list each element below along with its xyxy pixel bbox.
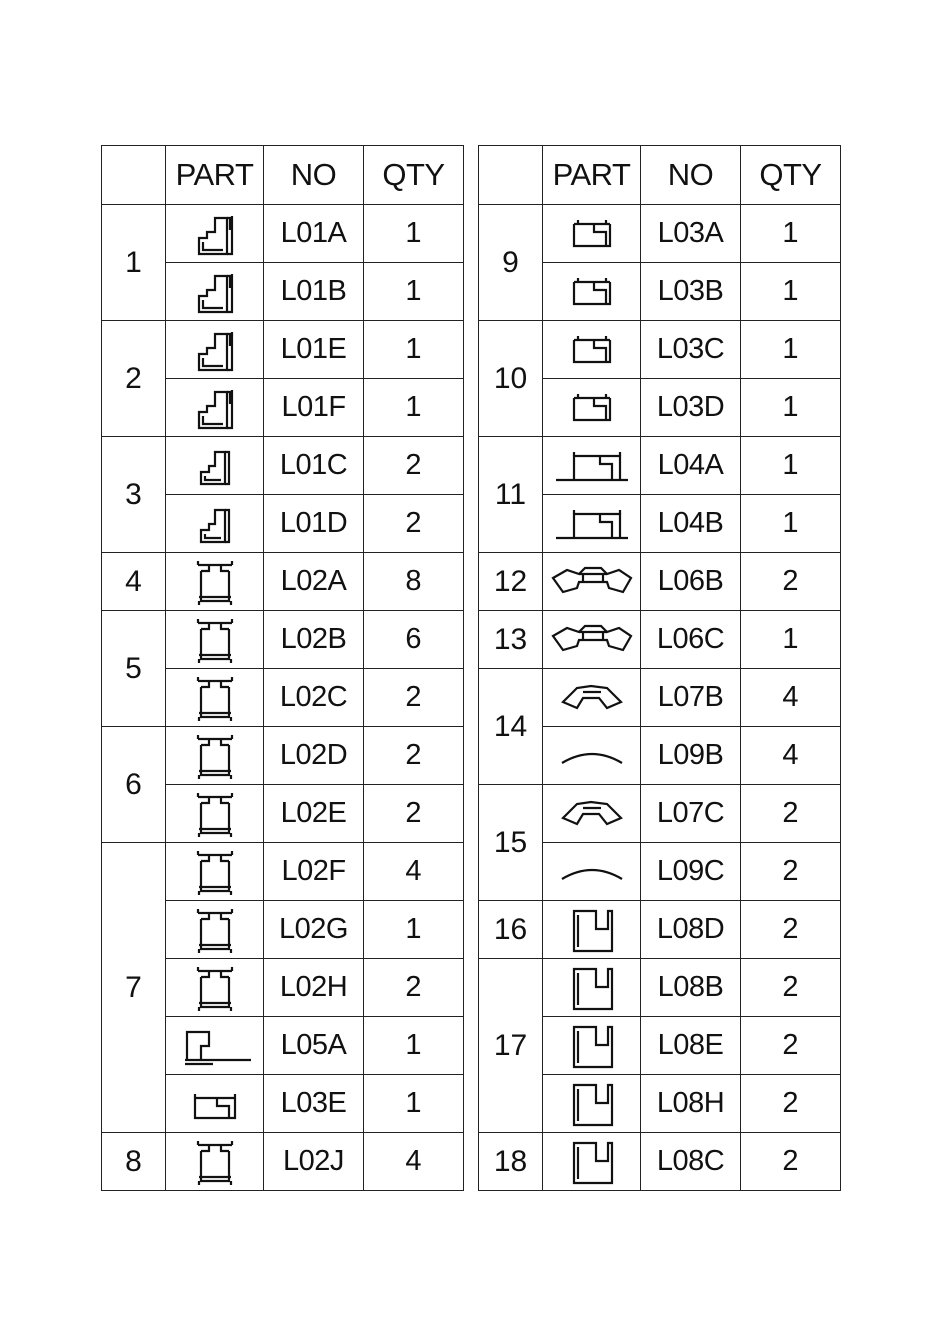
part-number: L09C xyxy=(641,843,741,901)
l02-profile-icon xyxy=(166,847,263,897)
part-cell xyxy=(166,727,264,785)
l06-profile-icon xyxy=(543,562,640,602)
table-row xyxy=(479,785,841,843)
part-number: L02H xyxy=(264,959,364,1017)
header-row xyxy=(479,146,841,205)
part-cell xyxy=(166,843,264,901)
part-number: L08E xyxy=(641,1017,741,1075)
l08-profile-icon xyxy=(543,1137,640,1187)
l02-profile-icon xyxy=(166,905,263,955)
header-part: PART xyxy=(543,146,641,205)
part-number: L08C xyxy=(641,1133,741,1191)
part-cell xyxy=(166,1133,264,1191)
part-quantity: 2 xyxy=(741,1133,841,1191)
part-number: L01E xyxy=(264,321,364,379)
l01-profile-icon xyxy=(166,210,263,258)
part-number: L01C xyxy=(264,437,364,495)
header-no: NO xyxy=(641,146,741,205)
table-row xyxy=(102,727,464,785)
part-cell xyxy=(543,785,641,843)
l07-profile-icon xyxy=(543,794,640,834)
part-cell xyxy=(166,321,264,379)
part-cell xyxy=(166,959,264,1017)
part-cell xyxy=(543,495,641,553)
part-number: L04A xyxy=(641,437,741,495)
part-number: L03D xyxy=(641,379,741,437)
header-row xyxy=(102,146,464,205)
part-cell xyxy=(543,959,641,1017)
part-quantity: 1 xyxy=(741,379,841,437)
l09-arc-icon xyxy=(543,741,640,771)
part-quantity: 2 xyxy=(741,901,841,959)
l02-profile-icon xyxy=(166,615,263,665)
part-quantity: 2 xyxy=(364,495,464,553)
part-cell xyxy=(166,901,264,959)
part-quantity: 1 xyxy=(364,901,464,959)
part-number: L01D xyxy=(264,495,364,553)
table-row xyxy=(102,205,464,263)
part-quantity: 1 xyxy=(364,1075,464,1133)
table-row xyxy=(102,611,464,669)
part-number: L08B xyxy=(641,959,741,1017)
part-quantity: 4 xyxy=(741,727,841,785)
header-part: PART xyxy=(166,146,264,205)
group-number: 16 xyxy=(479,901,543,959)
part-cell xyxy=(543,379,641,437)
group-number: 12 xyxy=(479,553,543,611)
header-qty: QTY xyxy=(364,146,464,205)
l02-profile-icon xyxy=(166,731,263,781)
l08-profile-icon xyxy=(543,963,640,1013)
group-number: 15 xyxy=(479,785,543,901)
part-cell xyxy=(166,205,264,263)
parts-table-right xyxy=(478,145,841,1191)
l01-small-profile-icon xyxy=(166,502,263,546)
l02-profile-icon xyxy=(166,673,263,723)
part-number: L03E xyxy=(264,1075,364,1133)
part-quantity: 4 xyxy=(364,1133,464,1191)
part-number: L02A xyxy=(264,553,364,611)
part-quantity: 2 xyxy=(741,959,841,1017)
part-number: L01A xyxy=(264,205,364,263)
l01-small-profile-icon xyxy=(166,444,263,488)
table-row xyxy=(102,437,464,495)
part-number: L08D xyxy=(641,901,741,959)
l06-profile-icon xyxy=(543,620,640,660)
l01-profile-icon xyxy=(166,384,263,432)
part-quantity: 2 xyxy=(741,1075,841,1133)
part-quantity: 1 xyxy=(741,263,841,321)
group-number: 3 xyxy=(102,437,166,553)
group-number: 9 xyxy=(479,205,543,321)
part-quantity: 1 xyxy=(741,437,841,495)
l05-profile-icon xyxy=(166,1024,263,1068)
part-cell xyxy=(543,263,641,321)
part-number: L03C xyxy=(641,321,741,379)
l03-profile-icon xyxy=(543,214,640,254)
group-number: 7 xyxy=(102,843,166,1133)
part-quantity: 1 xyxy=(364,263,464,321)
l04-profile-icon xyxy=(543,504,640,544)
group-number: 14 xyxy=(479,669,543,785)
l03-profile-icon xyxy=(543,388,640,428)
group-number: 2 xyxy=(102,321,166,437)
part-number: L02G xyxy=(264,901,364,959)
part-cell xyxy=(543,553,641,611)
table-row xyxy=(479,553,841,611)
group-number: 18 xyxy=(479,1133,543,1191)
l07-profile-icon xyxy=(543,678,640,718)
part-cell xyxy=(166,669,264,727)
part-number: L06B xyxy=(641,553,741,611)
group-number: 17 xyxy=(479,959,543,1133)
l03-flat-profile-icon xyxy=(166,1084,263,1124)
part-number: L02C xyxy=(264,669,364,727)
part-number: L02D xyxy=(264,727,364,785)
l02-profile-icon xyxy=(166,789,263,839)
part-quantity: 1 xyxy=(741,495,841,553)
l02-profile-icon xyxy=(166,963,263,1013)
part-cell xyxy=(543,901,641,959)
l08-profile-icon xyxy=(543,1079,640,1129)
part-number: L04B xyxy=(641,495,741,553)
part-cell xyxy=(166,495,264,553)
part-quantity: 2 xyxy=(364,669,464,727)
l04-profile-icon xyxy=(543,446,640,486)
part-cell xyxy=(543,321,641,379)
part-quantity: 2 xyxy=(741,843,841,901)
part-quantity: 2 xyxy=(364,785,464,843)
part-quantity: 1 xyxy=(741,321,841,379)
group-number: 5 xyxy=(102,611,166,727)
part-number: L07C xyxy=(641,785,741,843)
part-cell xyxy=(166,263,264,321)
header-qty: QTY xyxy=(741,146,841,205)
part-number: L02E xyxy=(264,785,364,843)
part-quantity: 8 xyxy=(364,553,464,611)
header-blank xyxy=(102,146,166,205)
group-number: 13 xyxy=(479,611,543,669)
part-cell xyxy=(166,1075,264,1133)
l01-profile-icon xyxy=(166,268,263,316)
part-number: L01F xyxy=(264,379,364,437)
l03-profile-icon xyxy=(543,330,640,370)
group-number: 6 xyxy=(102,727,166,843)
l08-profile-icon xyxy=(543,1021,640,1071)
part-quantity: 1 xyxy=(741,205,841,263)
l08-profile-icon xyxy=(543,905,640,955)
part-cell xyxy=(166,553,264,611)
table-row xyxy=(102,843,464,901)
part-cell xyxy=(543,205,641,263)
part-number: L08H xyxy=(641,1075,741,1133)
table-row xyxy=(479,437,841,495)
group-number: 10 xyxy=(479,321,543,437)
l02-profile-icon xyxy=(166,557,263,607)
part-quantity: 2 xyxy=(364,727,464,785)
part-quantity: 2 xyxy=(741,553,841,611)
table-row xyxy=(102,321,464,379)
part-number: L02B xyxy=(264,611,364,669)
part-quantity: 2 xyxy=(741,1017,841,1075)
part-cell xyxy=(543,843,641,901)
l09-arc-icon xyxy=(543,857,640,887)
l03-profile-icon xyxy=(543,272,640,312)
table-row xyxy=(102,553,464,611)
parts-table-left xyxy=(101,145,464,1191)
group-number: 11 xyxy=(479,437,543,553)
table-row xyxy=(479,1133,841,1191)
group-number: 8 xyxy=(102,1133,166,1191)
group-number: 4 xyxy=(102,553,166,611)
table-row xyxy=(479,321,841,379)
table-row xyxy=(479,205,841,263)
part-cell xyxy=(166,379,264,437)
part-cell xyxy=(543,1133,641,1191)
part-cell xyxy=(543,611,641,669)
part-quantity: 1 xyxy=(741,611,841,669)
l01-profile-icon xyxy=(166,326,263,374)
part-quantity: 1 xyxy=(364,321,464,379)
part-number: L01B xyxy=(264,263,364,321)
part-number: L07B xyxy=(641,669,741,727)
part-cell xyxy=(543,437,641,495)
part-cell xyxy=(543,1075,641,1133)
table-row xyxy=(479,611,841,669)
part-number: L06C xyxy=(641,611,741,669)
l02-profile-icon xyxy=(166,1137,263,1187)
part-cell xyxy=(543,669,641,727)
part-number: L02F xyxy=(264,843,364,901)
table-row xyxy=(102,1133,464,1191)
header-no: NO xyxy=(264,146,364,205)
part-cell xyxy=(543,727,641,785)
part-quantity: 1 xyxy=(364,379,464,437)
part-number: L09B xyxy=(641,727,741,785)
part-quantity: 2 xyxy=(741,785,841,843)
part-number: L03B xyxy=(641,263,741,321)
part-number: L03A xyxy=(641,205,741,263)
part-cell xyxy=(543,1017,641,1075)
part-cell xyxy=(166,437,264,495)
group-number: 1 xyxy=(102,205,166,321)
part-cell xyxy=(166,611,264,669)
part-cell xyxy=(166,785,264,843)
part-quantity: 4 xyxy=(741,669,841,727)
part-cell xyxy=(166,1017,264,1075)
part-quantity: 6 xyxy=(364,611,464,669)
part-quantity: 2 xyxy=(364,437,464,495)
table-row xyxy=(479,669,841,727)
header-blank xyxy=(479,146,543,205)
part-number: L05A xyxy=(264,1017,364,1075)
part-quantity: 4 xyxy=(364,843,464,901)
part-quantity: 1 xyxy=(364,1017,464,1075)
part-quantity: 2 xyxy=(364,959,464,1017)
table-row xyxy=(479,959,841,1017)
part-quantity: 1 xyxy=(364,205,464,263)
part-number: L02J xyxy=(264,1133,364,1191)
table-row xyxy=(479,901,841,959)
